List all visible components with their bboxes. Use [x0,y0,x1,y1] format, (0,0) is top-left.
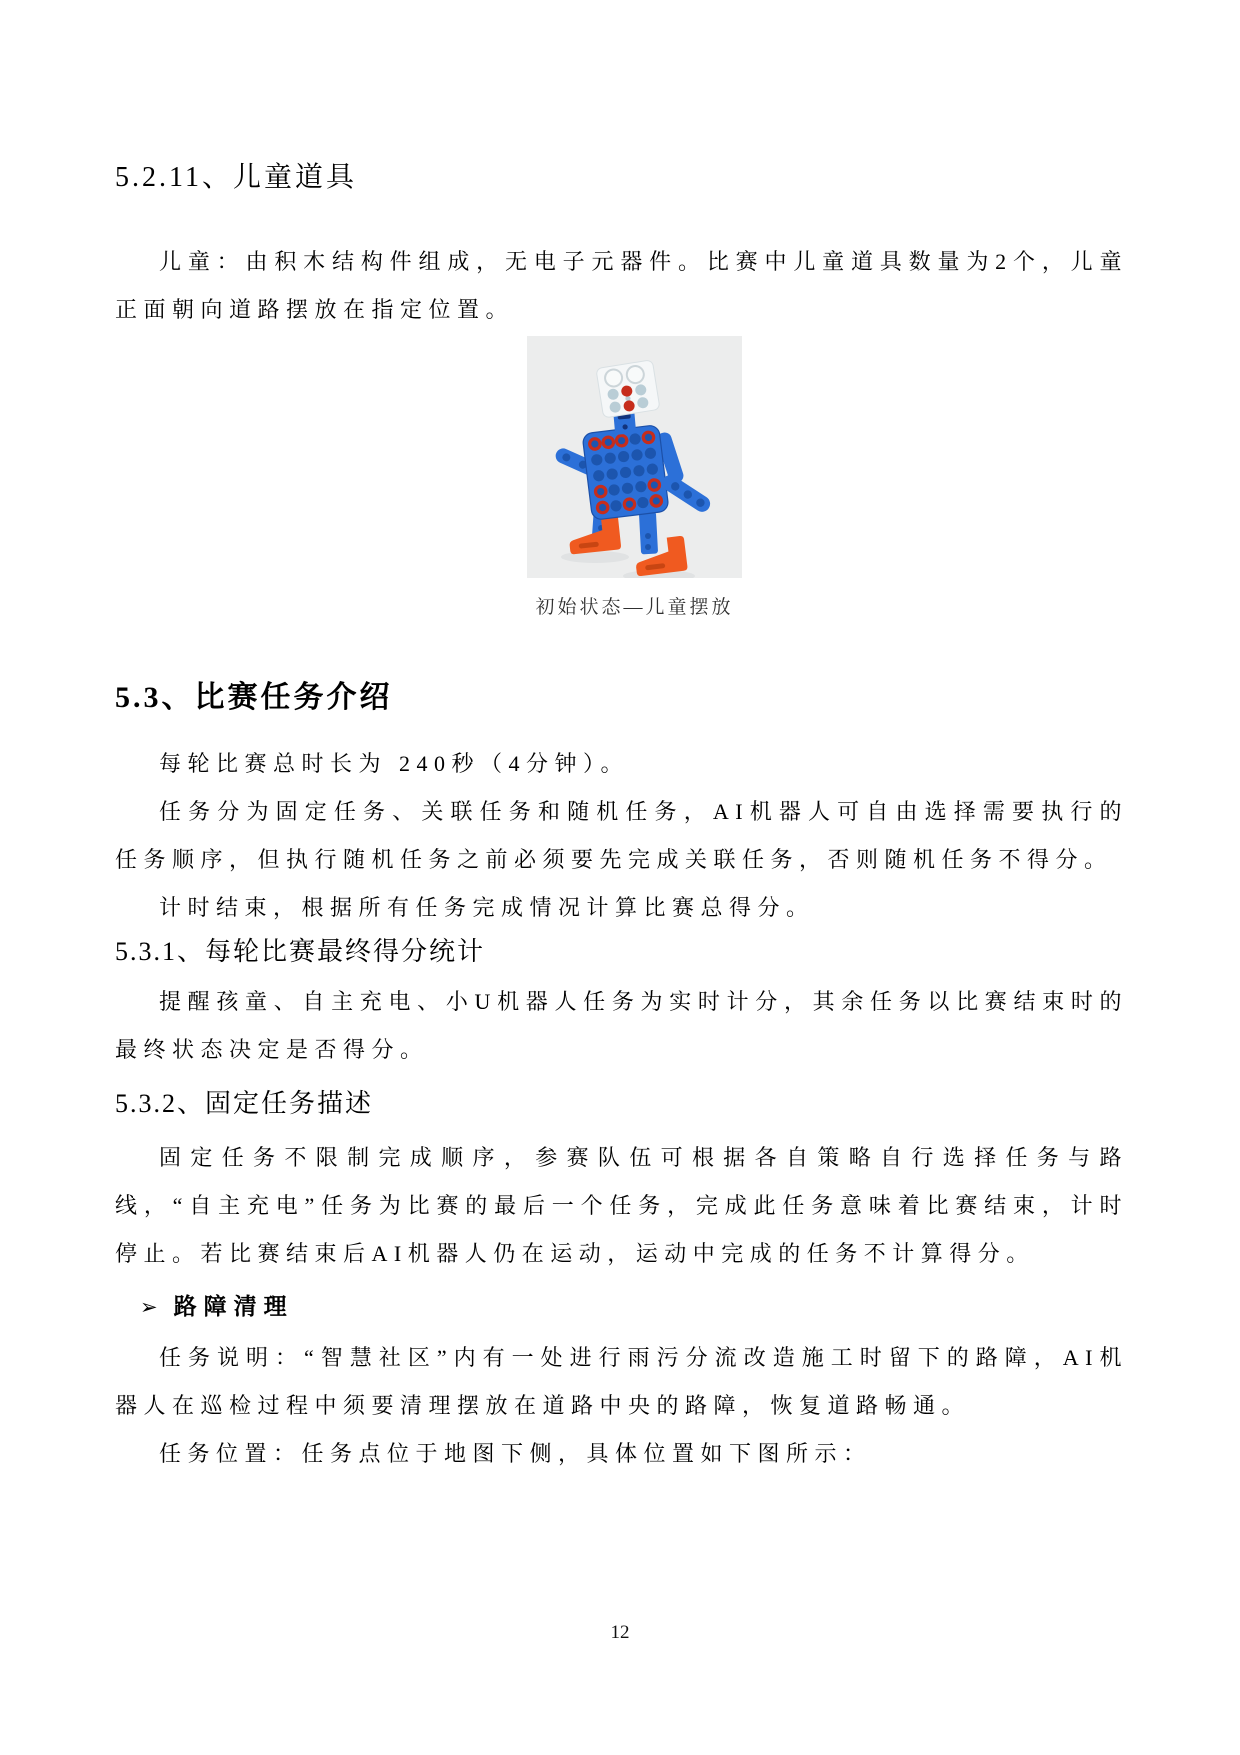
heading-5-3-1: 5.3.1、每轮比赛最终得分统计 [115,937,486,966]
task-roadblock-label: 路障清理 [173,1294,294,1319]
task-roadblock-heading [115,1290,1128,1324]
child-prop-photo [527,336,742,578]
robot-head [596,360,660,418]
paragraph-round-duration: 每轮比赛总时长为 240秒（4分钟）。 [159,751,630,776]
heading-5-2-11: 5.2.11、儿童道具 [115,162,357,193]
robot-figure-illustration [527,336,742,578]
heading-5-3: 5.3、比赛任务介绍 [115,681,393,714]
page-footer [0,1622,1240,1644]
paragraph-scoring-at-end: 计时结束，根据所有任务完成情况计算比赛总得分。 [159,895,815,920]
paragraph-task-location: 任务位置：任务点位于地图下侧，具体位置如下图所示： [159,1441,872,1466]
figure-child-prop [115,336,1128,622]
arrow-bullet-icon: ➢ [140,1295,158,1319]
paragraph-child-prop: 儿童：由积木结构件组成，无电子元器件。比赛中儿童道具数量为2个，儿童正面朝向道路摆放在指定位置。 [115,249,1128,322]
paragraph-task-description: 任务说明：“智慧社区”内有一处进行雨污分流改造施工时留下的路障，AI机器人在巡检过程中须要清理摆放在道路中央的路障，恢复道路畅通。 [115,1345,1128,1418]
paragraph-task-types: 任务分为固定任务、关联任务和随机任务，AI机器人可自由选择需要执行的任务顺序，但执行随机任务之前必须要先完成关联任务，否则随机任务不得分。 [115,799,1128,872]
paragraph-fixed-tasks: 固定任务不限制完成顺序，参赛队伍可根据各自策略自行选择任务与路线，“自主充电”任务为比赛的最后一个任务，完成此任务意味着比赛结束，计时停止。若比赛结束后AI机器人仍在运动，运动中完成的任务不计算得分。 [115,1145,1128,1266]
paragraph-final-score: 提醒孩童、自主充电、小U机器人任务为实时计分，其余任务以比赛结束时的最终状态决定是否得分。 [115,989,1128,1062]
document-content [115,0,1128,1478]
robot-body [582,425,669,521]
figure-caption: 初始状态—儿童摆放 [535,597,734,618]
page-number: 12 [610,1622,630,1643]
heading-5-3-2: 5.3.2、固定任务描述 [115,1089,374,1118]
